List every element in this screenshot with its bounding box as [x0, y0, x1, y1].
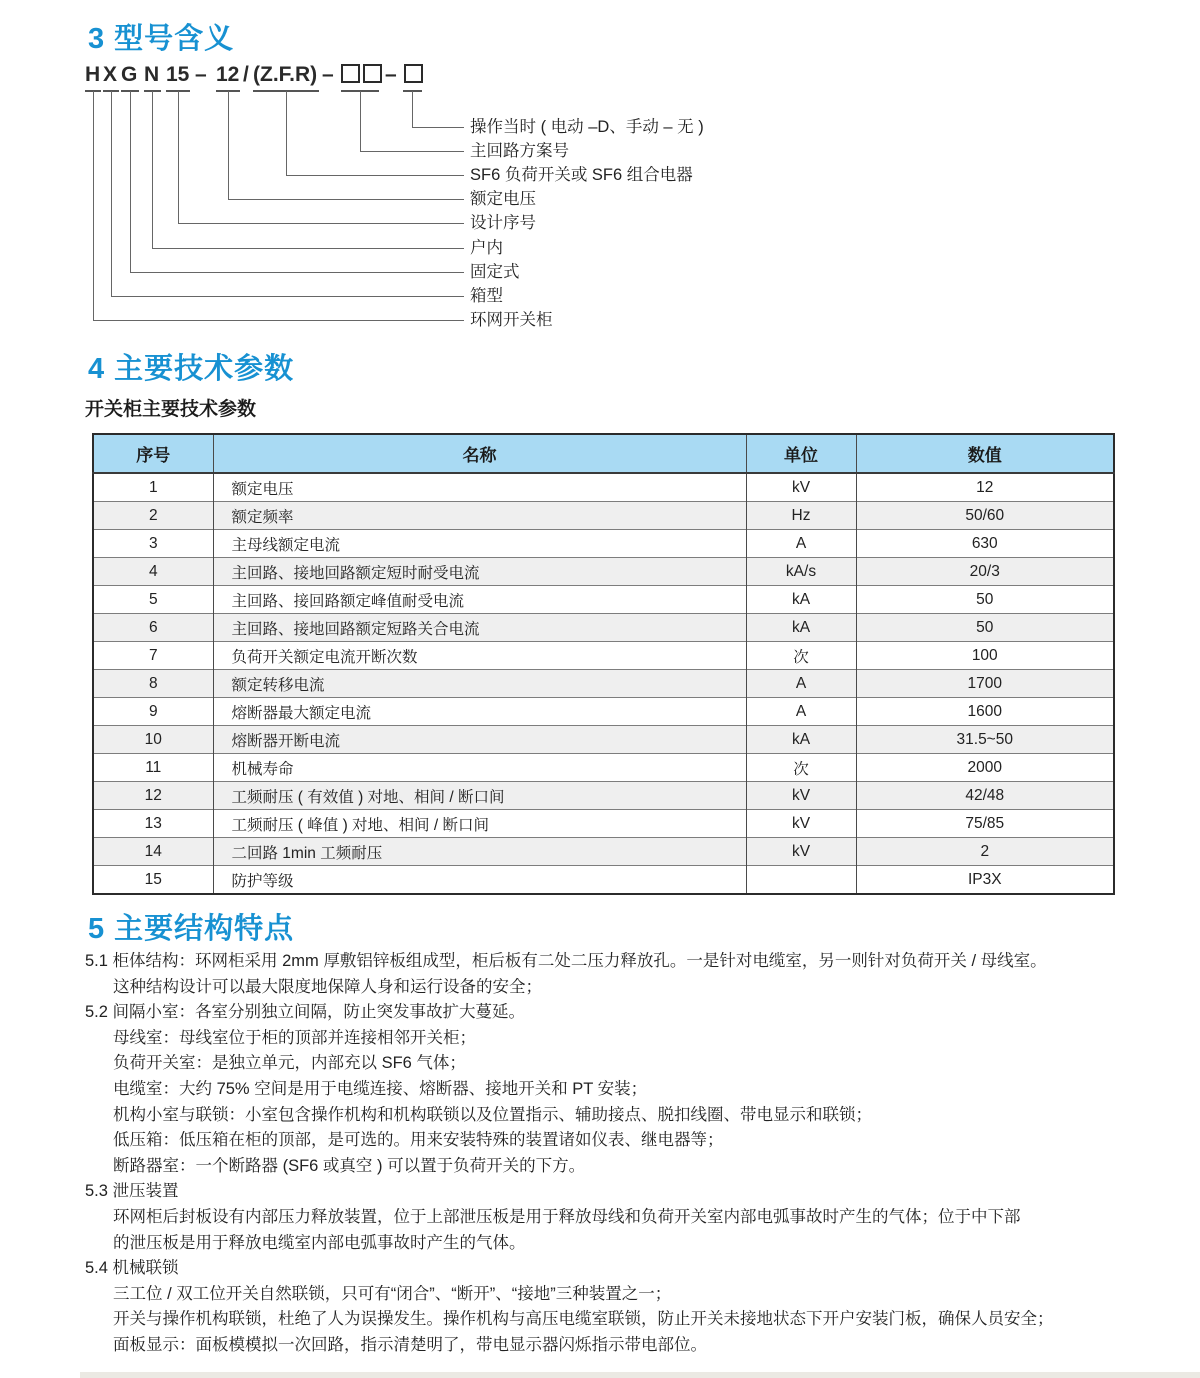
table-cell: 31.5~50	[856, 726, 1114, 754]
table-cell: 主回路、接地回路额定短路关合电流	[213, 614, 746, 642]
table-cell: 1	[93, 473, 213, 502]
table-cell: 12	[93, 782, 213, 810]
connector-line	[111, 296, 464, 297]
model-token-placeholder-box	[404, 63, 423, 87]
model-token-placeholder-boxes	[341, 63, 382, 87]
table-cell: A	[746, 698, 856, 726]
connector-line	[93, 91, 94, 320]
diagram-label: 设计序号	[470, 214, 536, 232]
connector-line	[130, 272, 464, 273]
features-text	[0, 949, 1200, 1359]
table-cell: 75/85	[856, 810, 1114, 838]
table-cell: 1700	[856, 670, 1114, 698]
table-cell: 工频耐压 ( 有效值 ) 对地、相间 / 断口间	[213, 782, 746, 810]
diagram-label: 固定式	[470, 263, 520, 281]
diagram-label: 额定电压	[470, 190, 536, 208]
table-cell: Hz	[746, 502, 856, 530]
table-cell: 50/60	[856, 502, 1114, 530]
diagram-label: SF6 负荷开关或 SF6 组合电器	[470, 166, 693, 184]
table-cell: kA	[746, 586, 856, 614]
model-token: –	[195, 63, 207, 86]
connector-line	[111, 91, 112, 296]
diagram-label: 环网开关柜	[470, 311, 553, 329]
table-header-cell: 数值	[856, 434, 1114, 473]
table-cell: 机械寿命	[213, 754, 746, 782]
feature-line: 5.1 柜体结构：环网柜采用 2mm 厚敷铝锌板组成型，柜后板有二处二压力释放孔。一是针对电缆室，另一则针对负荷开关 / 母线室。	[85, 952, 1047, 970]
table-cell: 7	[93, 642, 213, 670]
params-subtitle: 开关柜主要技术参数	[85, 399, 257, 420]
table-cell: kV	[746, 473, 856, 502]
table-cell: 次	[746, 642, 856, 670]
table-cell: IP3X	[856, 866, 1114, 895]
table-cell: kA/s	[746, 558, 856, 586]
connector-line	[286, 91, 287, 175]
table-row	[93, 810, 1114, 838]
connector-line	[228, 199, 464, 200]
table-cell	[746, 866, 856, 895]
table-cell: 3	[93, 530, 213, 558]
table-cell: 额定转移电流	[213, 670, 746, 698]
connector-line	[412, 127, 464, 128]
table-cell: 12	[856, 473, 1114, 502]
table-cell: 100	[856, 642, 1114, 670]
feature-line: 的泄压板是用于释放电缆室内部电弧事故时产生的气体。	[113, 1233, 526, 1252]
table-cell: 熔断器最大额定电流	[213, 698, 746, 726]
table-row	[93, 473, 1114, 502]
model-token: –	[385, 63, 397, 86]
feature-line: 断路器室：一个断路器 (SF6 或真空 ) 可以置于负荷开关的下方。	[113, 1156, 586, 1175]
model-token: 15	[166, 63, 190, 86]
table-cell: 13	[93, 810, 213, 838]
model-token: /	[243, 63, 249, 86]
params-table	[92, 433, 1115, 895]
table-cell: kV	[746, 838, 856, 866]
table-cell: 2	[93, 502, 213, 530]
table-header-cell: 序号	[93, 434, 213, 473]
model-token: 12	[216, 63, 240, 86]
table-row	[93, 558, 1114, 586]
table-row	[93, 866, 1114, 895]
connector-line	[93, 320, 464, 321]
table-cell: 工频耐压 ( 峰值 ) 对地、相间 / 断口间	[213, 810, 746, 838]
connector-line	[412, 91, 413, 127]
feature-line: 5.3 泄压装置	[85, 1182, 179, 1201]
page-bottom-divider	[80, 1372, 1200, 1378]
model-token: –	[322, 63, 334, 86]
table-cell: 50	[856, 586, 1114, 614]
table-cell: 二回路 1min 工频耐压	[213, 838, 746, 866]
table-cell: 50	[856, 614, 1114, 642]
table-cell: 8	[93, 670, 213, 698]
diagram-label: 操作当时 ( 电动 –D、手动 – 无 )	[470, 118, 704, 136]
feature-line: 面板显示：面板模模拟一次回路，指示清楚明了，带电显示器闪烁指示带电部位。	[113, 1335, 707, 1354]
table-row	[93, 530, 1114, 558]
model-token: (Z.F.R)	[253, 63, 318, 86]
table-cell: 630	[856, 530, 1114, 558]
feature-line: 机构小室与联锁：小室包含操作机构和机构联锁以及位置指示、辅助接点、脱扣线圈、带电显示和联锁；	[113, 1105, 872, 1124]
table-cell: A	[746, 530, 856, 558]
table-header-row	[93, 434, 1114, 473]
table-cell: 5	[93, 586, 213, 614]
table-cell: 2	[856, 838, 1114, 866]
section-4-heading: 4 主要技术参数	[88, 353, 295, 385]
model-token: X	[103, 63, 118, 86]
table-cell: 10	[93, 726, 213, 754]
feature-line: 三工位 / 双工位开关自然联锁，只可有“闭合”、“断开”、“接地”三种装置之一；	[113, 1284, 672, 1303]
connector-line	[130, 91, 131, 272]
table-cell: A	[746, 670, 856, 698]
diagram-label: 箱型	[470, 287, 503, 305]
model-token: H	[85, 63, 101, 86]
table-cell: kV	[746, 810, 856, 838]
table-cell: 6	[93, 614, 213, 642]
feature-line: 母线室：母线室位于柜的顶部并连接相邻开关柜；	[113, 1028, 476, 1047]
diagram-label: 主回路方案号	[470, 142, 569, 160]
table-cell: 11	[93, 754, 213, 782]
connector-line	[360, 151, 464, 152]
table-cell: 14	[93, 838, 213, 866]
table-cell: kA	[746, 614, 856, 642]
table-header-cell: 名称	[213, 434, 746, 473]
table-row	[93, 726, 1114, 754]
feature-line: 5.2 间隔小室：各室分别独立间隔，防止突发事故扩大蔓延。	[85, 1003, 526, 1022]
table-cell: 15	[93, 866, 213, 895]
diagram-label: 户内	[470, 239, 503, 257]
connector-line	[152, 248, 464, 249]
connector-line	[286, 175, 464, 176]
feature-line: 开关与操作机构联锁，杜绝了人为误操发生。操作机构与高压电缆室联锁，防止开关未接地状态下开户安装门板，确保人员安全；	[113, 1310, 1054, 1329]
table-cell: 主回路、接地回路额定短时耐受电流	[213, 558, 746, 586]
table-row	[93, 642, 1114, 670]
feature-line: 这种结构设计可以最大限度地保障人身和运行设备的安全；	[113, 977, 542, 996]
feature-line: 5.4 机械联锁	[85, 1259, 179, 1278]
feature-line: 负荷开关室：是独立单元，内部充以 SF6 气体；	[113, 1054, 466, 1073]
table-row	[93, 670, 1114, 698]
table-cell: 9	[93, 698, 213, 726]
table-cell: 额定频率	[213, 502, 746, 530]
placeholder-box	[363, 64, 382, 83]
table-row	[93, 754, 1114, 782]
table-cell: 主母线额定电流	[213, 530, 746, 558]
section-5-heading: 5 主要结构特点	[88, 913, 295, 945]
feature-line: 环网柜后封板设有内部压力释放装置，位于上部泄压板是用于释放母线和负荷开关室内部电弧事故时产生的气体；位于中下部	[113, 1207, 1021, 1226]
section-3-heading: 3 型号含义	[88, 23, 235, 55]
placeholder-box	[404, 64, 423, 83]
placeholder-box	[341, 64, 360, 83]
table-cell: 防护等级	[213, 866, 746, 895]
table-row	[93, 782, 1114, 810]
table-cell: 次	[746, 754, 856, 782]
table-cell: 主回路、接回路额定峰值耐受电流	[213, 586, 746, 614]
table-cell: 2000	[856, 754, 1114, 782]
table-row	[93, 698, 1114, 726]
table-cell: 20/3	[856, 558, 1114, 586]
table-row	[93, 502, 1114, 530]
table-row	[93, 586, 1114, 614]
table-cell: 额定电压	[213, 473, 746, 502]
model-token: G	[121, 63, 138, 86]
table-header-cell: 单位	[746, 434, 856, 473]
table-cell: 4	[93, 558, 213, 586]
feature-line: 低压箱：低压箱在柜的顶部，是可选的。用来安装特殊的装置诸如仪表、继电器等；	[113, 1131, 724, 1150]
model-token: N	[144, 63, 160, 86]
connector-line	[178, 91, 179, 223]
feature-line: 电缆室：大约 75% 空间是用于电缆连接、熔断器、接地开关和 PT 安装；	[113, 1079, 648, 1098]
connector-line	[178, 223, 464, 224]
connector-line	[360, 91, 361, 151]
table-cell: 1600	[856, 698, 1114, 726]
table-cell: 42/48	[856, 782, 1114, 810]
table-row	[93, 614, 1114, 642]
table-cell: kV	[746, 782, 856, 810]
table-row	[93, 838, 1114, 866]
table-cell: 熔断器开断电流	[213, 726, 746, 754]
table-cell: kA	[746, 726, 856, 754]
params-table-body	[93, 473, 1114, 894]
connector-line	[228, 91, 229, 199]
table-cell: 负荷开关额定电流开断次数	[213, 642, 746, 670]
connector-line	[152, 91, 153, 248]
